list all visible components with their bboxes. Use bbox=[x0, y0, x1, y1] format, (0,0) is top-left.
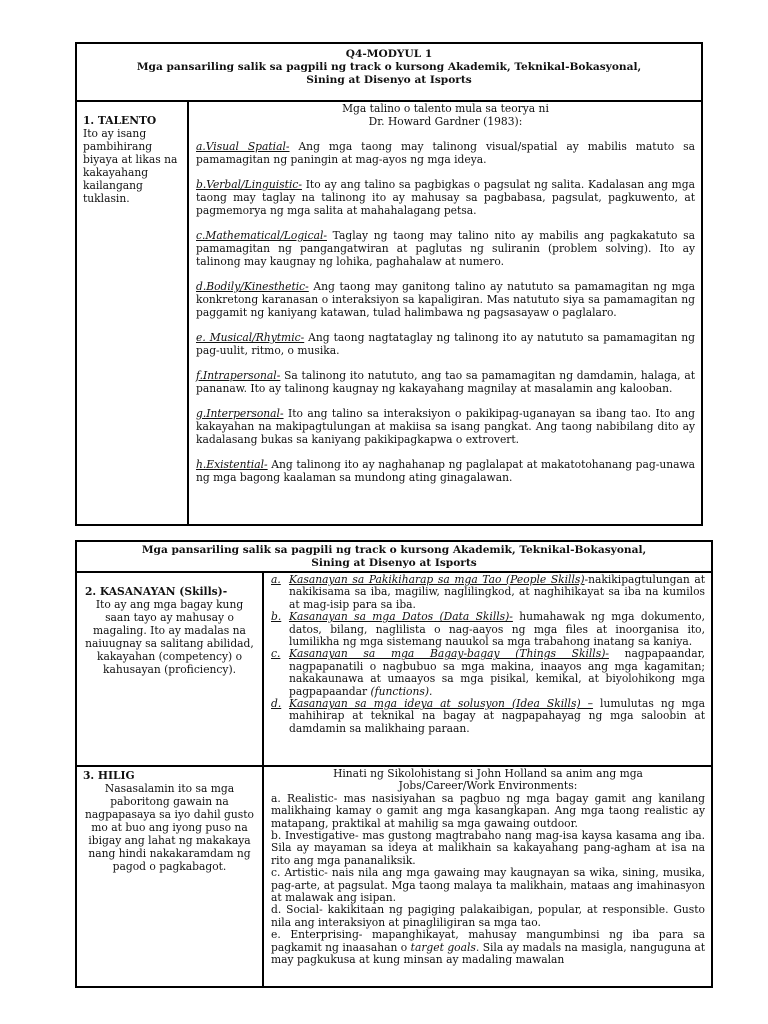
skill-item bbox=[271, 574, 705, 611]
intelligence-text: Ang talinong ito ay naghahanap ng paglalapat at makatotohanang pag-unawa ng mga bagong kaalaman sa mundong ating ginagalawan. bbox=[196, 457, 695, 484]
intelligence-text: Taglay ng taong may talino nito ay mabilis ang pagkakatuto sa pamamagitan ng pangangatwiran at paglutas ng suliranin (problem solving). Ito ay talinong may kaugnay ng lohika, paghahalaw at numero. bbox=[196, 228, 695, 268]
skill-label: Kasanayan sa mga ideya at solusyon (Idea Skills) – bbox=[289, 697, 594, 711]
skill-item bbox=[271, 648, 705, 698]
hilig-row bbox=[77, 765, 711, 988]
skill-label: Kasanayan sa Pakikiharap sa mga Tao (People Skills) bbox=[289, 573, 585, 586]
skill-label: Kasanayan sa mga Datos (Data Skills)- bbox=[289, 610, 513, 624]
intelligence-text: Ito ang talino sa interaksiyon o pakikipag-uganayan sa ibang tao. Ito ang kakayahan na makipagtulungan at makiisa sa isang pangkat. Ang taong nabibilang dito ay kadalasang bukas sa kaniyang pakikipagkapwa o extrovert. bbox=[196, 406, 695, 446]
gardner-intro bbox=[196, 103, 695, 129]
skills-cell bbox=[264, 573, 711, 765]
skill-letter: a. bbox=[271, 573, 281, 586]
skill-italic-tail: (functions). bbox=[370, 684, 433, 698]
kasanayan-hilig-table bbox=[75, 540, 713, 988]
table2-header-line: Mga pansariling salik sa pagpili ng track o kursong Akademik, Teknikal-Bokasyonal, bbox=[141, 544, 647, 556]
kasanayan-description: Ito ay ang mga bagay kung saan tayo ay mahusay o magaling. Ito ay madalas na naiuugnay sa salitang abilidad, kakayahan (competency) o kahusayan (proficiency). bbox=[85, 598, 254, 676]
talento-row bbox=[77, 102, 701, 524]
intelligence-label: e. Musical/Rhytmic- bbox=[196, 330, 305, 344]
skill-text: -nakikipagtulungan at nakikisama sa iba, magiliw, naglilingkod, at naghihikayat sa iba na kumilos at mag-isip para sa iba. bbox=[289, 573, 705, 611]
intelligence-text: Ang mga taong may talinong visual/spatial ay mabilis matuto sa pamamagitan ng paningin at mag-ayos ng mga ideya. bbox=[196, 140, 696, 166]
table2-header-line: Sining at Disenyo at Isports bbox=[311, 557, 477, 569]
intelligence-text: Ang taong may ganitong talino ay natututo sa pamamagitan ng mga konkretong karanasan o interaksiyon sa kapaligiran. Mas natututo siya sa pamamagitan ng paggamit ng kaniyang katawan, tulad halimbawa ng pagsasayaw o paglalaro. bbox=[196, 279, 695, 319]
intelligence-label: d.Bodily/Kinesthetic- bbox=[196, 279, 309, 293]
kasanayan-row bbox=[77, 573, 711, 765]
kasanayan-title: 2. KASANAYAN (Skills)- bbox=[85, 585, 228, 598]
gardner-intro-line: Mga talino o talento mula sa teorya ni bbox=[342, 102, 549, 115]
table1-header bbox=[77, 44, 701, 102]
holland-item-text: e. Enterprising- mapanghikayat, mahusay mangumbinsi ng iba para sa pagkamit ng inaasahan o bbox=[271, 928, 705, 954]
holland-item: a. Realistic- mas nasisiyahan sa pagbuo ng mga bagay gamit ang kanilang malikhaing kamay o gamit ang mga kasangkapan. Ang mga taong realistic ay matapang, praktikal at mahilig sa mga gawaing outdoor. bbox=[271, 791, 705, 830]
holland-intro-line: Jobs/Career/Work Environments: bbox=[398, 779, 578, 793]
gardner-intro-line: Dr. Howard Gardner (1983): bbox=[368, 114, 523, 128]
skill-text: nagpapaandar, nagpapanatili o nagbubuo sa mga makina, inaayos ang mga kagamitan; nakakaunawa at umaayos sa mga pisikal, kemikal, at biyolohikong mga pagpapaandar bbox=[289, 647, 705, 698]
holland-item: c. Artistic- nais nila ang mga gawaing may kaugnayan sa wika, sining, musika, pag-arte, at pagsulat. Mga taong malaya ta malikhain, mataas ang imahinasyon at malawak ang isipan. bbox=[271, 866, 705, 905]
skill-label: Kasanayan sa mga Bagay-bagay (Things Skills)- bbox=[289, 647, 609, 661]
talento-label-cell bbox=[77, 102, 189, 524]
intelligence-text: Ito ay ang talino sa pagbigkas o pagsulat ng salita. Kadalasan ang mga taong may taglay na talinong ito ay mahusay sa pagbabasa, pagsulat, pagkuwento, at pagmemorya ng mga salita at mahahalagang petsa. bbox=[196, 178, 695, 217]
gardner-cell bbox=[189, 102, 701, 524]
intelligence-item bbox=[196, 370, 695, 396]
intelligence-text: Sa talinong ito natututo, ang tao sa pamamagitan ng damdamin, halaga, at pananaw. Ito ay talinong kaugnay ng kakayahang magnilay at masalamin ang kalooban. bbox=[196, 368, 695, 395]
intelligence-item bbox=[196, 230, 695, 269]
intelligence-item bbox=[196, 179, 695, 218]
skill-letter: b. bbox=[271, 610, 282, 624]
intelligence-item bbox=[196, 281, 695, 320]
intelligence-label: f.Intrapersonal- bbox=[196, 368, 281, 382]
table1-header-line: Sining at Disenyo at Isports bbox=[306, 74, 472, 86]
skill-letter: c. bbox=[271, 647, 281, 661]
skill-item bbox=[271, 698, 705, 735]
table2-header bbox=[77, 542, 711, 573]
intelligence-item bbox=[196, 141, 695, 167]
skill-text: humahawak ng mga dokumento, datos, bilang, naglilista o nag-aayos ng mga files at inoorganisa ito, lumilikha ng mga sistemang nauukol sa mga trabahong inatang sa kaniya. bbox=[289, 610, 705, 649]
intelligence-item bbox=[196, 332, 695, 358]
hilig-description: Nasasalamin ito sa mga paboritong gawain na nagpapasaya sa iyo dahil gusto mo at buo ang iyong puso na ibigay ang lahat ng makakaya nang hindi nakakaramdam ng pagod o pagkabagot. bbox=[85, 782, 254, 873]
intelligence-text: Ang taong nagtataglay ng talinong ito ay natututo sa pamamagitan ng pag-uulit, ritmo, o musika. bbox=[196, 330, 695, 357]
intelligence-item bbox=[196, 408, 695, 447]
table1-header-line: Mga pansariling salik sa pagpili ng track o kursong Akademik, Teknikal-Bokasyonal, bbox=[136, 61, 642, 73]
holland-intro-line: Hinati ng Sikolohistang si John Holland sa anim ang mga bbox=[333, 767, 643, 780]
intelligence-item bbox=[196, 459, 695, 485]
module-title: Q4-MODYUL 1 bbox=[345, 48, 433, 60]
intelligence-label: a.Visual Spatial- bbox=[196, 140, 290, 153]
intelligence-label: c.Mathematical/Logical- bbox=[196, 228, 327, 242]
holland-item bbox=[271, 929, 705, 966]
hilig-title: 3. HILIG bbox=[83, 769, 135, 782]
hilig-label-cell bbox=[77, 767, 264, 988]
talento-table bbox=[75, 42, 703, 526]
talento-description: Ito ay isang pambihirang biyaya at likas na kakayahang kailangang tuklasin. bbox=[83, 127, 178, 205]
kasanayan-label-cell bbox=[77, 573, 264, 765]
holland-item: b. Investigative- mas gustong magtrabaho nang mag-isa kaysa kasama ang iba. Sila ay mayaman sa ideya at malikhain sa kakayahang pang-agham at isa na rito ang mga pananaliksik. bbox=[271, 829, 705, 867]
talento-title: 1. TALENTO bbox=[83, 114, 157, 127]
skill-text: lumulutas ng mga mahihirap at teknikal na bagay at nagpapahayag ng mga saloobin at damdamin sa malikhaing paraan. bbox=[289, 697, 705, 735]
holland-intro bbox=[271, 768, 705, 793]
skill-item bbox=[271, 611, 705, 648]
skill-letter: d. bbox=[271, 697, 282, 711]
holland-cell bbox=[264, 767, 711, 988]
intelligence-label: h.Existential- bbox=[196, 457, 268, 471]
holland-item: d. Social- kakikitaan ng pagiging palakaibigan, popular, at responsible. Gusto nila ang interaksiyon at pinagliligiran sa mga tao. bbox=[271, 903, 705, 929]
holland-item-text-after: Sila ay madals na masigla, nanguguna at may pagkukusa at kung minsan ay madaling mawalan bbox=[271, 940, 705, 967]
intelligence-label: b.Verbal/Linguistic- bbox=[196, 178, 302, 191]
holland-item-italic: target goals. bbox=[410, 940, 480, 954]
intelligence-label: g.Interpersonal- bbox=[196, 406, 284, 420]
